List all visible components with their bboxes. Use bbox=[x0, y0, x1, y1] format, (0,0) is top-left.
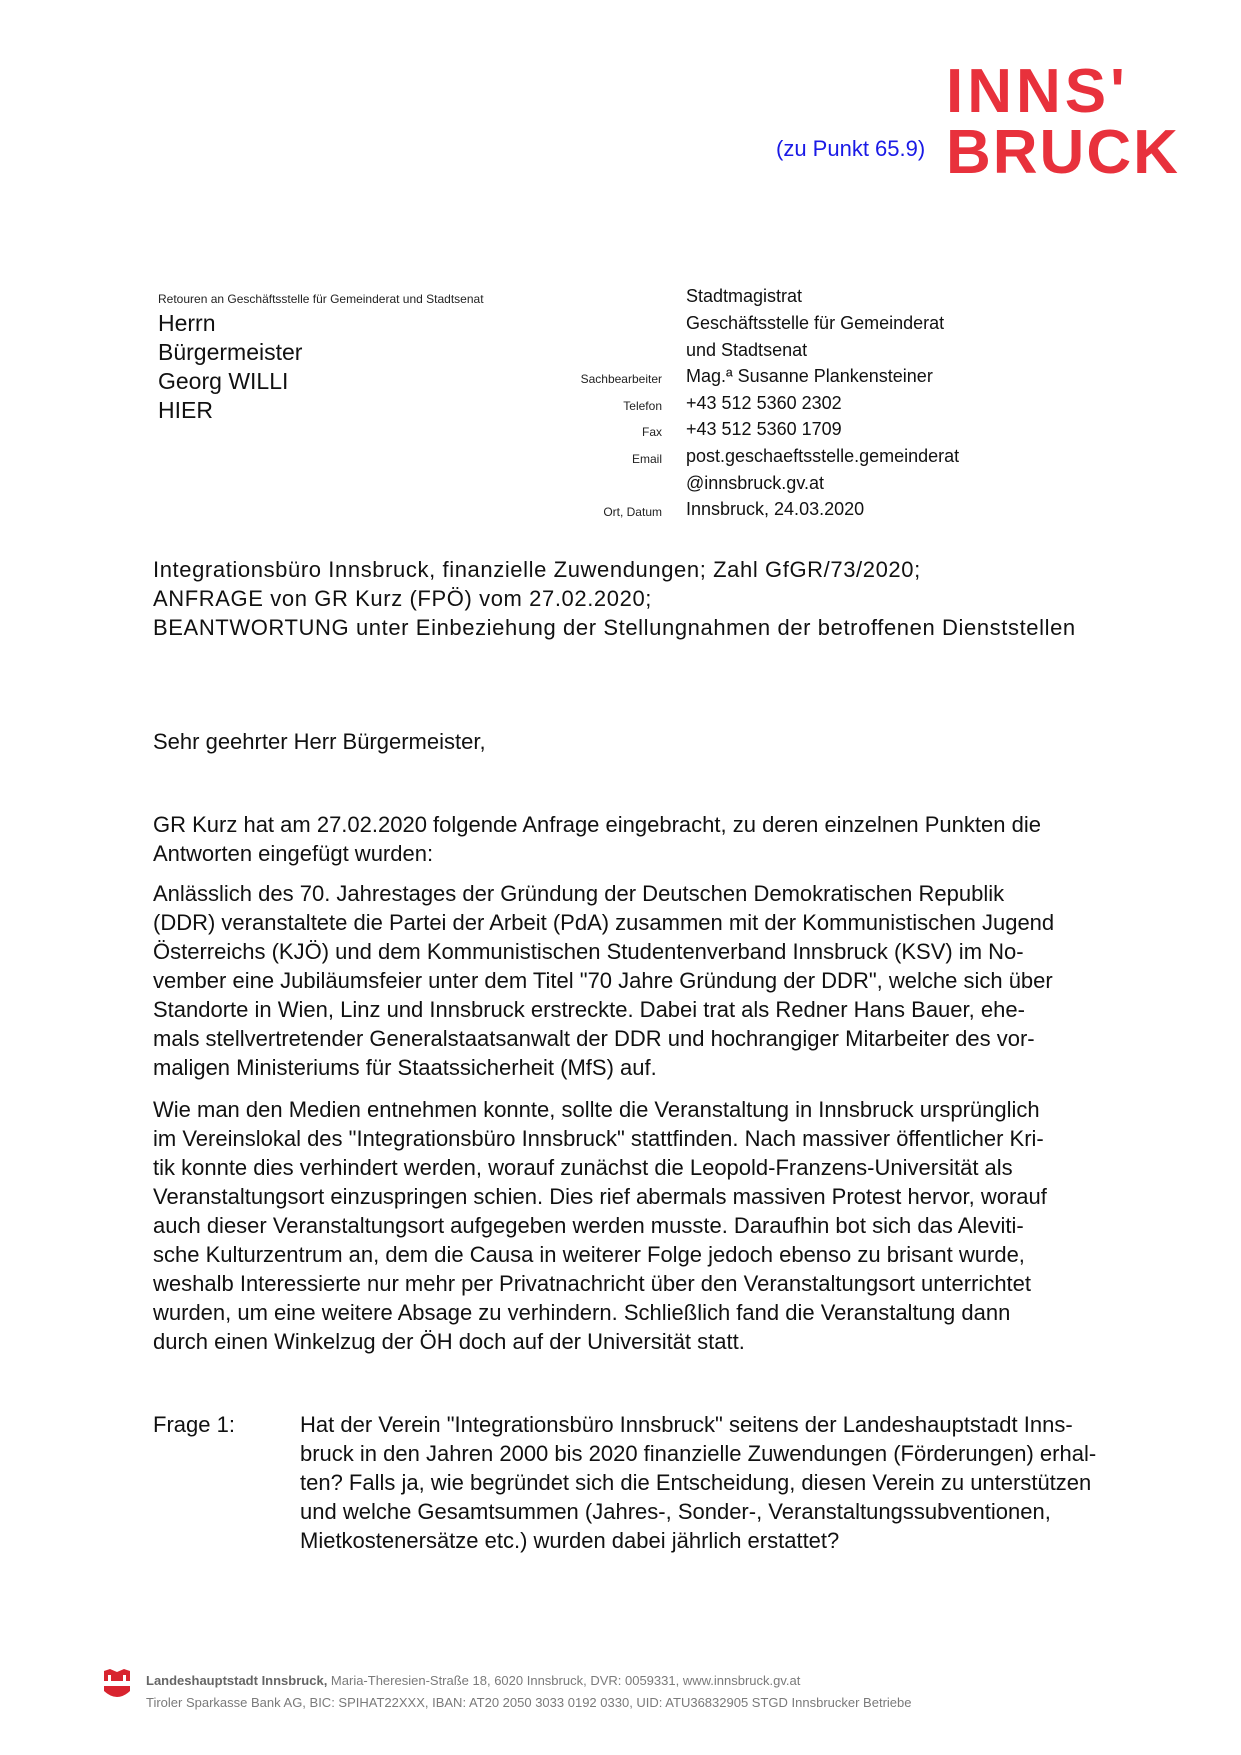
question-1-text bbox=[300, 1410, 1096, 1555]
text-line: weshalb Interessierte nur mehr per Privatnachricht über den Veranstaltungsort unterrichtet bbox=[153, 1271, 1032, 1296]
city-emblem-icon bbox=[102, 1667, 132, 1703]
text-line: durch einen Winkelzug der ÖH doch auf der Universität statt. bbox=[153, 1329, 745, 1354]
recipient-line: Herrn bbox=[158, 310, 216, 336]
svg-text:INNS': INNS' bbox=[946, 58, 1129, 126]
sender-department-row bbox=[560, 283, 980, 310]
text-line: Hat der Verein "Integrationsbüro Innsbruck" seitens der Landeshauptstadt Inns- bbox=[300, 1412, 1073, 1437]
text-line: (DDR) veranstaltete die Partei der Arbeit (PdA) zusammen mit der Kommunistischen Jugend bbox=[153, 910, 1055, 935]
text-line: Anlässlich des 70. Jahrestages der Gründung der Deutschen Demokratischen Republik bbox=[153, 881, 1005, 906]
svg-text:BRUCK: BRUCK bbox=[946, 118, 1180, 178]
return-address-line: Retouren an Geschäftsstelle für Gemeinderat und Stadtsenat bbox=[158, 292, 484, 306]
fax-row bbox=[560, 416, 980, 443]
innsbruck-logo bbox=[946, 58, 1196, 178]
phone-number: +43 512 5360 2302 bbox=[686, 393, 842, 413]
recipient-address bbox=[158, 309, 302, 425]
footer-address: Maria-Theresien-Straße 18, 6020 Innsbruck, DVR: 0059331, www.innsbruck.gv.at bbox=[327, 1673, 801, 1688]
email-row-continued bbox=[560, 470, 980, 497]
recipient-line: Georg WILLI bbox=[158, 368, 289, 394]
text-line: Wie man den Medien entnehmen konnte, sollte die Veranstaltung in Innsbruck ursprünglich bbox=[153, 1097, 1040, 1122]
question-1-label: Frage 1: bbox=[153, 1412, 235, 1437]
text-line: maligen Ministeriums für Staatssicherheit (MfS) auf. bbox=[153, 1055, 657, 1080]
subject-line: BEANTWORTUNG unter Einbeziehung der Stellungnahmen der betroffenen Dienststellen bbox=[153, 615, 1076, 640]
recipient-line: Bürgermeister bbox=[158, 339, 303, 365]
text-line: Österreichs (KJÖ) und dem Kommunistischen Studentenverband Innsbruck (KSV) im No- bbox=[153, 939, 1024, 964]
text-line: im Vereinslokal des "Integrationsbüro Innsbruck" stattfinden. Nach massiver öffentlicher Kri- bbox=[153, 1126, 1044, 1151]
subject-block bbox=[153, 555, 1076, 642]
salutation-text: Sehr geehrter Herr Bürgermeister, bbox=[153, 729, 486, 754]
sender-office-row bbox=[560, 310, 980, 337]
text-line: Antworten eingefügt wurden: bbox=[153, 841, 434, 866]
paragraph-1 bbox=[153, 879, 1133, 1082]
text-line: vember eine Jubiläumsfeier unter dem Titel "70 Jahre Gründung der DDR", welche sich über bbox=[153, 968, 1053, 993]
text-line: wurden, um eine weitere Absage zu verhindern. Schließlich fand die Veranstaltung dann bbox=[153, 1300, 1011, 1325]
phone-row bbox=[560, 390, 980, 417]
intro-paragraph bbox=[153, 810, 1133, 868]
email-address-domain: @innsbruck.gv.at bbox=[686, 473, 824, 493]
text-line: GR Kurz hat am 27.02.2020 folgende Anfrage eingebracht, zu deren einzelnen Punkten die bbox=[153, 812, 1041, 837]
place-date: Innsbruck, 24.03.2020 bbox=[686, 499, 865, 519]
recipient-line: HIER bbox=[158, 397, 213, 423]
clerk-name: Mag.ª Susanne Plankensteiner bbox=[686, 366, 933, 386]
text-line: Mietkostenersätze etc.) wurden dabei jährlich erstattet? bbox=[300, 1528, 840, 1553]
text-line: mals stellvertretender Generalstaatsanwalt der DDR und hochrangiger Mitarbeiter des vor- bbox=[153, 1026, 1035, 1051]
subject-line: ANFRAGE von GR Kurz (FPÖ) vom 27.02.2020; bbox=[153, 586, 652, 611]
fax-number: +43 512 5360 1709 bbox=[686, 419, 842, 439]
email-address: post.geschaeftsstelle.gemeinderat bbox=[686, 446, 960, 466]
text-line: bruck in den Jahren 2000 bis 2020 finanzielle Zuwendungen (Förderungen) erhal- bbox=[300, 1441, 1097, 1466]
footer-line-1 bbox=[146, 1670, 911, 1692]
clerk-row bbox=[560, 363, 980, 390]
clerk-label: Sachbearbeiter bbox=[580, 372, 662, 386]
footer-city-name: Landeshauptstadt Innsbruck, bbox=[146, 1673, 328, 1688]
text-line: sche Kulturzentrum an, dem die Causa in weiterer Folge jedoch ebenso zu brisant wurde, bbox=[153, 1242, 1025, 1267]
place-date-row bbox=[560, 496, 980, 523]
text-line: auch dieser Veranstaltungsort aufgegeben werden musste. Daraufhin bot sich das Aleviti- bbox=[153, 1213, 1024, 1238]
sender-department: Stadtmagistrat bbox=[686, 286, 803, 306]
point-reference: (zu Punkt 65.9) bbox=[776, 136, 926, 161]
footer bbox=[146, 1670, 911, 1714]
email-label: Email bbox=[631, 452, 662, 466]
text-line: tik konnte dies verhindert werden, worauf zunächst die Leopold-Franzens-Universität als bbox=[153, 1155, 1013, 1180]
sender-office: und Stadtsenat bbox=[686, 340, 808, 360]
email-row bbox=[560, 443, 980, 470]
sender-office-row bbox=[560, 337, 980, 364]
phone-label: Telefon bbox=[623, 399, 662, 413]
sender-office: Geschäftsstelle für Gemeinderat bbox=[686, 313, 945, 333]
text-line: und welche Gesamtsummen (Jahres-, Sonder-, Veranstaltungssubventionen, bbox=[300, 1499, 1051, 1524]
footer-line-2: Tiroler Sparkasse Bank AG, BIC: SPIHAT22XXX, IBAN: AT20 2050 3033 0192 0330, UID: ATU36832905 STGD Innsbrucker Betriebe bbox=[146, 1695, 912, 1710]
fax-label: Fax bbox=[641, 425, 662, 439]
place-date-label: Ort, Datum bbox=[603, 505, 662, 519]
subject-line: Integrationsbüro Innsbruck, finanzielle Zuwendungen; Zahl GfGR/73/2020; bbox=[153, 557, 921, 582]
paragraph-2 bbox=[153, 1095, 1133, 1356]
text-line: Veranstaltungsort einzuspringen schien. Dies rief abermals massiven Protest hervor, worauf bbox=[153, 1184, 1047, 1209]
text-line: ten? Falls ja, wie begründet sich die Entscheidung, diesen Verein zu unterstützen bbox=[300, 1470, 1092, 1495]
salutation bbox=[153, 727, 1133, 756]
text-line: Standorte in Wien, Linz und Innsbruck erstreckte. Dabei trat als Redner Hans Bauer, ehe- bbox=[153, 997, 1025, 1022]
